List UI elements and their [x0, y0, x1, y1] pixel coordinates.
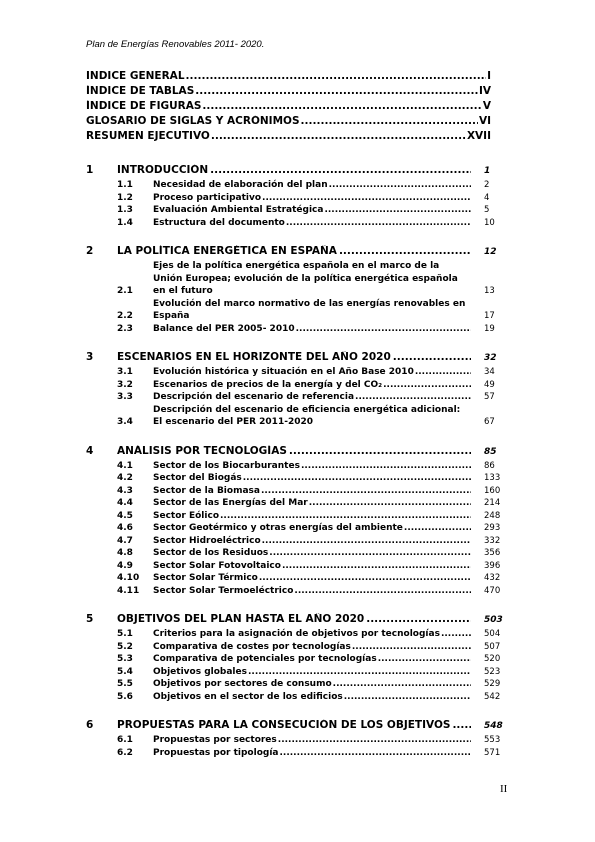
- chapter-6: [86, 719, 506, 759]
- chapter-4: [86, 445, 506, 598]
- dot-leader: [262, 535, 471, 548]
- dot-leader: [269, 547, 471, 560]
- section-entry[interactable]: [86, 179, 506, 192]
- section-title: Escenarios de precios de la energía y del CO₂: [153, 379, 383, 390]
- entry-page: VI: [478, 115, 491, 127]
- section-number: 2.2: [117, 311, 133, 321]
- dot-leader: [383, 379, 471, 392]
- section-page: 332: [484, 535, 501, 546]
- section-number: 4.3: [117, 485, 133, 496]
- chapter-number: 3: [86, 351, 94, 363]
- dot-leader: [210, 164, 471, 176]
- section-page: 67: [484, 417, 495, 427]
- section-title: Sector de los Residuos: [153, 548, 269, 558]
- section-number: 4.7: [117, 535, 133, 546]
- entry-page: I: [487, 70, 491, 82]
- section-page: 19: [484, 323, 495, 334]
- chapter-page: 85: [484, 446, 497, 457]
- section-page: 523: [484, 666, 501, 677]
- section-title: Proceso participativo: [153, 192, 262, 203]
- section-page: 432: [484, 573, 501, 583]
- chapter-title: ESCENARIOS EN EL HORIZONTE DEL AÑO 2020: [117, 351, 391, 363]
- section-page: 520: [484, 654, 501, 664]
- section-number: 1.3: [117, 205, 133, 215]
- dot-leader: [248, 666, 471, 679]
- section-title-line: [153, 404, 471, 429]
- dot-leader: [404, 522, 471, 535]
- section-number: 4.9: [117, 560, 133, 571]
- section-title-line: [153, 391, 471, 404]
- section-number: 3.2: [117, 379, 133, 390]
- section-entry[interactable]: [86, 572, 506, 585]
- section-title: Propuestas por sectores: [153, 735, 277, 745]
- dot-leader: [393, 351, 471, 363]
- section-page: 2: [484, 180, 490, 190]
- section-entry[interactable]: [86, 204, 506, 217]
- chapter-title: OBJETIVOS DEL PLAN HASTA EL AÑO 2020: [117, 613, 365, 625]
- section-number: 3.1: [117, 367, 133, 377]
- section-entry[interactable]: [86, 522, 506, 535]
- chapter-3: [86, 351, 506, 429]
- chapter-title: LA POLÍTICA ENERGÉTICA EN ESPAÑA: [117, 245, 337, 257]
- section-title: Comparativa de costes por tecnologías: [153, 641, 351, 652]
- section-page: 396: [484, 560, 501, 571]
- dot-leader: [452, 719, 471, 731]
- chapter-number: 2: [86, 245, 94, 257]
- section-title-line: [153, 204, 471, 217]
- section-title-line: [153, 691, 471, 704]
- section-number: 4.4: [117, 498, 133, 508]
- section-entry[interactable]: [86, 510, 506, 523]
- section-number: 5.3: [117, 654, 133, 664]
- section-title-line: [153, 653, 471, 666]
- dot-leader: [366, 613, 471, 625]
- section-page: 529: [484, 679, 501, 689]
- section-number: 1.2: [117, 192, 133, 203]
- chapter-2: [86, 245, 506, 335]
- dot-leader: [301, 460, 471, 473]
- chapter-page: 548: [484, 721, 503, 731]
- section-number: 4.11: [117, 585, 140, 596]
- section-title-line: [153, 217, 471, 230]
- section-title: Descripción del escenario de eficiencia energética adicional: El escenario del PER 2011-2020: [153, 404, 461, 427]
- section-entry[interactable]: [86, 298, 506, 323]
- general-entry-indice-tablas[interactable]: [86, 85, 491, 100]
- section-entry[interactable]: [86, 653, 506, 666]
- page-header-title: Plan de Energías Renovables 2011- 2020.: [86, 39, 265, 50]
- section-entry[interactable]: [86, 497, 506, 510]
- dot-leader: [262, 192, 471, 205]
- dot-leader: [355, 391, 471, 404]
- entry-label: ÍNDICE DE FIGURAS: [86, 100, 202, 112]
- dot-leader: [186, 70, 487, 82]
- chapter-title-line: [117, 164, 471, 176]
- section-title: Objetivos globales: [153, 666, 247, 677]
- section-entry[interactable]: [86, 379, 506, 392]
- section-number: 1.4: [117, 217, 133, 228]
- section-title-line: [153, 192, 471, 205]
- section-title: Evaluación Ambiental Estratégica: [153, 205, 324, 215]
- section-title: Sector Solar Termoeléctrico: [153, 585, 294, 596]
- section-page: 4: [484, 192, 490, 203]
- section-title: Comparativa de potenciales por tecnologías: [153, 654, 377, 664]
- section-title: Sector Hidroeléctrico: [153, 535, 261, 546]
- general-entry-glosario[interactable]: [86, 115, 491, 130]
- section-title: Balance del PER 2005- 2010: [153, 323, 295, 334]
- dot-leader: [296, 323, 471, 336]
- section-entry[interactable]: [86, 260, 506, 298]
- dot-leader: [243, 472, 471, 485]
- section-number: 5.5: [117, 679, 133, 689]
- section-title: Objetivos en el sector de los edificios: [153, 691, 343, 702]
- chapter-title-line: [117, 351, 471, 363]
- dot-leader: [286, 217, 471, 230]
- chapter-page: 32: [484, 353, 497, 363]
- section-title-line: [153, 628, 471, 641]
- entry-page: XVII: [466, 130, 491, 142]
- section-number: 4.10: [117, 573, 140, 583]
- dot-leader: [415, 366, 471, 379]
- section-entry[interactable]: [86, 560, 506, 573]
- entry-page: IV: [478, 85, 491, 97]
- dot-leader: [329, 179, 471, 192]
- section-title-line: [153, 460, 471, 473]
- dot-leader: [211, 130, 466, 142]
- general-entry-resumen[interactable]: [86, 130, 491, 145]
- section-title-line: [153, 547, 471, 560]
- section-title-line: [153, 366, 471, 379]
- section-entry[interactable]: [86, 535, 506, 548]
- section-number: 3.4: [117, 417, 133, 427]
- chapter-number: 6: [86, 719, 94, 731]
- section-entry[interactable]: [86, 628, 506, 641]
- chapter-title-line: [117, 613, 471, 625]
- section-title-line: [153, 298, 471, 323]
- section-entry[interactable]: [86, 691, 506, 704]
- section-page: 470: [484, 585, 501, 596]
- section-entry[interactable]: [86, 747, 506, 760]
- section-title: Evolución del marco normativo de las energías renovables en España: [153, 298, 466, 321]
- section-page: 10: [484, 217, 495, 228]
- section-title: Criterios para la asignación de objetivos por tecnologías: [153, 629, 440, 639]
- entry-label: GLOSARIO DE SIGLAS Y ACRÓNIMOS: [86, 115, 300, 127]
- dot-leader: [220, 510, 471, 523]
- chapter-page: 1: [484, 166, 491, 176]
- dot-leader: [195, 85, 478, 97]
- general-index: [86, 70, 491, 145]
- section-title: Sector Solar Térmico: [153, 573, 258, 583]
- chapter-heading[interactable]: [86, 613, 506, 628]
- section-title: Objetivos por sectores de consumo: [153, 679, 332, 689]
- section-title: Evolución histórica y situación en el Año Base 2010: [153, 367, 414, 377]
- chapter-title: PROPUESTAS PARA LA CONSECUCIÓN DE LOS OBJETIVOS: [117, 719, 451, 731]
- chapter-heading[interactable]: [86, 719, 506, 734]
- section-page: 17: [484, 311, 495, 321]
- dot-leader: [294, 585, 471, 598]
- section-page: 293: [484, 523, 501, 533]
- section-title-line: [153, 747, 471, 760]
- section-title-line: [153, 485, 471, 498]
- chapter-title-line: [117, 719, 471, 731]
- section-entry[interactable]: [86, 366, 506, 379]
- section-title: Sector de las Energías del Mar: [153, 498, 308, 508]
- dot-leader: [378, 653, 471, 666]
- section-number: 4.6: [117, 523, 133, 533]
- section-title: Propuestas por tipología: [153, 747, 279, 758]
- general-entry-indice-general[interactable]: [86, 70, 491, 85]
- section-title: Necesidad de elaboración del plan: [153, 180, 328, 190]
- section-title-line: [153, 560, 471, 573]
- section-page: 133: [484, 473, 501, 483]
- dot-leader: [301, 115, 478, 127]
- section-entry[interactable]: [86, 485, 506, 498]
- section-title: Sector de la Biomasa: [153, 485, 260, 496]
- chapter-title-line: [117, 245, 471, 257]
- dot-leader: [261, 485, 471, 498]
- dot-leader: [259, 572, 471, 585]
- section-title-line: [153, 666, 471, 679]
- section-page: 507: [484, 641, 501, 652]
- section-title-line: [153, 678, 471, 691]
- section-title-line: [153, 379, 471, 392]
- dot-leader: [279, 747, 471, 760]
- section-entry[interactable]: [86, 666, 506, 679]
- section-page: 13: [484, 286, 495, 296]
- section-title-line: [153, 179, 471, 192]
- dot-leader: [441, 628, 471, 641]
- section-entry[interactable]: [86, 678, 506, 691]
- chapter-number: 5: [86, 613, 94, 625]
- section-number: 5.6: [117, 691, 133, 702]
- section-title-line: [153, 535, 471, 548]
- section-entry[interactable]: [86, 404, 506, 429]
- chapter-heading[interactable]: [86, 351, 506, 366]
- section-title-line: [153, 734, 471, 747]
- section-title: Sector Geotérmico y otras energías del ambiente: [153, 523, 403, 533]
- section-entry[interactable]: [86, 323, 506, 336]
- section-title-line: [153, 572, 471, 585]
- section-number: 4.1: [117, 460, 133, 471]
- chapter-number: 1: [86, 164, 94, 176]
- section-number: 2.1: [117, 286, 133, 296]
- dot-leader: [344, 691, 471, 704]
- section-page: 248: [484, 510, 501, 521]
- chapter-heading[interactable]: [86, 245, 506, 260]
- section-page: 57: [484, 392, 495, 402]
- section-entry[interactable]: [86, 641, 506, 654]
- section-page: 542: [484, 691, 501, 702]
- section-title-line: [153, 510, 471, 523]
- entry-label: RESUMEN EJECUTIVO: [86, 130, 210, 142]
- section-page: 214: [484, 498, 501, 508]
- chapter-number: 4: [86, 444, 94, 457]
- section-title-line: [153, 260, 471, 298]
- section-title-line: [153, 522, 471, 535]
- dot-leader: [339, 245, 471, 257]
- dot-leader: [324, 204, 471, 217]
- section-page: 504: [484, 629, 501, 639]
- section-page: 160: [484, 485, 501, 496]
- section-number: 6.2: [117, 747, 133, 758]
- section-number: 4.2: [117, 473, 133, 483]
- dot-leader: [309, 497, 471, 510]
- chapter-title: ANÁLISIS POR TECNOLOGÍAS: [117, 444, 287, 457]
- dot-leader: [278, 734, 471, 747]
- section-page: 553: [484, 735, 501, 745]
- chapter-page: 12: [484, 247, 497, 257]
- section-number: 4.8: [117, 548, 133, 558]
- general-entry-indice-figuras[interactable]: [86, 100, 491, 115]
- section-title: Ejes de la política energética española en el marco de la Unión Europea; evolución de la política energética española en el futuro: [153, 261, 458, 296]
- entry-label: ÍNDICE DE TABLAS: [86, 85, 195, 97]
- chapter-title: INTRODUCCIÓN: [117, 164, 209, 176]
- chapter-5: [86, 613, 506, 703]
- dot-leader: [352, 641, 471, 654]
- section-entry[interactable]: [86, 460, 506, 473]
- section-title: Sector Eólico: [153, 510, 219, 521]
- section-page: 5: [484, 205, 490, 215]
- entry-page: V: [482, 100, 491, 112]
- section-title-line: [153, 641, 471, 654]
- section-title-line: [153, 472, 471, 485]
- dot-leader: [289, 445, 471, 457]
- section-page: 86: [484, 460, 495, 471]
- section-page: 49: [484, 379, 495, 390]
- section-entry[interactable]: [86, 585, 506, 598]
- section-number: 5.2: [117, 641, 133, 652]
- section-number: 1.1: [117, 180, 133, 190]
- section-number: 5.1: [117, 629, 133, 639]
- dot-leader: [202, 100, 481, 112]
- chapter-page: 503: [484, 615, 503, 625]
- section-entry[interactable]: [86, 192, 506, 205]
- section-title: Sector del Biogás: [153, 473, 242, 483]
- section-title: Sector de los Biocarburantes: [153, 460, 300, 471]
- section-title-line: [153, 585, 471, 598]
- chapter-1: [86, 164, 506, 229]
- dot-leader: [282, 560, 471, 573]
- section-number: 5.4: [117, 666, 133, 677]
- section-page: 356: [484, 548, 501, 558]
- chapter-heading[interactable]: [86, 164, 506, 179]
- section-entry[interactable]: [86, 734, 506, 747]
- section-number: 3.3: [117, 392, 133, 402]
- section-entry[interactable]: [86, 472, 506, 485]
- dot-leader: [333, 678, 471, 691]
- section-number: 4.5: [117, 510, 133, 521]
- section-title: Estructura del documento: [153, 217, 285, 228]
- section-number: 6.1: [117, 735, 133, 745]
- section-page: 34: [484, 367, 495, 377]
- page-number: II: [500, 783, 508, 795]
- section-page: 571: [484, 747, 501, 758]
- section-entry[interactable]: [86, 391, 506, 404]
- chapter-title-line: [117, 445, 471, 457]
- section-entry[interactable]: [86, 547, 506, 560]
- section-title-line: [153, 323, 471, 336]
- section-number: 2.3: [117, 323, 133, 334]
- chapter-index: [86, 164, 506, 775]
- section-title: Descripción del escenario de referencia: [153, 392, 355, 402]
- section-entry[interactable]: [86, 217, 506, 230]
- section-title-line: [153, 497, 471, 510]
- chapter-heading[interactable]: [86, 445, 506, 460]
- entry-label: INDICE GENERAL: [86, 70, 185, 82]
- section-title: Sector Solar Fotovoltaico: [153, 560, 281, 571]
